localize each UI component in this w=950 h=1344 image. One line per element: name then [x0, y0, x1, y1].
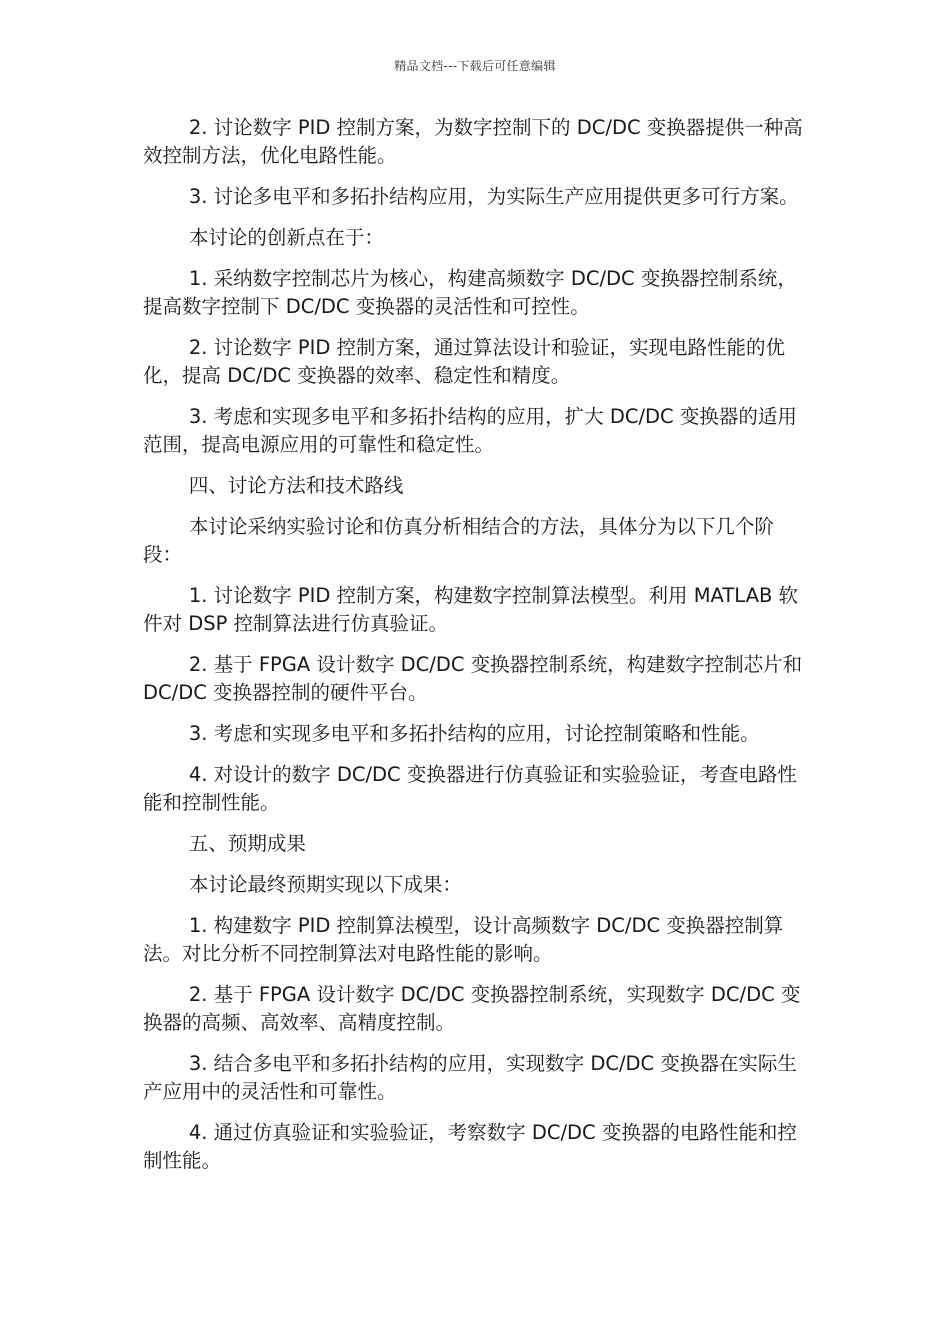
paragraph: 1. 讨论数字 PID 控制方案，构建数字控制算法模型。利用 MATLAB 软件对 DSP 控制算法进行仿真验证。 — [143, 584, 799, 635]
paragraph: 4. 通过仿真验证和实验验证，考察数字 DC/DC 变换器的电路性能和控制性能。 — [143, 1121, 797, 1172]
section-heading: 五、预期成果 — [188, 832, 306, 855]
paragraph: 1. 构建数字 PID 控制算法模型，设计高频数字 DC/DC 变换器控制算法。对比分析不同控制算法对电路性能的影响。 — [143, 914, 784, 965]
paragraph: 2. 讨论数字 PID 控制方案，通过算法设计和验证，实现电路性能的优化，提高 DC/DC 变换器的效率、稳定性和精度。 — [143, 336, 786, 387]
paragraph: 本讨论采纳实验讨论和仿真分析相结合的方法，具体分为以下几个阶段： — [143, 515, 774, 566]
paragraph: 2. 基于 FPGA 设计数字 DC/DC 变换器控制系统，构建数字控制芯片和 DC/DC 变换器控制的硬件平台。 — [143, 653, 803, 704]
paragraph: 3. 结合多电平和多拓扑结构的应用，实现数字 DC/DC 变换器在实际生产应用中的灵活性和可靠性。 — [143, 1052, 797, 1103]
section-heading: 四、讨论方法和技术路线 — [188, 474, 404, 497]
paragraph: 本讨论最终预期实现以下成果： — [188, 873, 462, 896]
paragraph: 4. 对设计的数字 DC/DC 变换器进行仿真验证和实验验证，考查电路性能和控制性能。 — [143, 763, 797, 814]
page-header: 精品文档---下载后可任意编辑 — [394, 59, 556, 73]
document-body — [143, 114, 807, 1188]
paragraph: 本讨论的创新点在于： — [188, 226, 384, 249]
paragraph: 1. 采纳数字控制芯片为核心，构建高频数字 DC/DC 变换器控制系统，提高数字控制下 DC/DC 变换器的灵活性和可控性。 — [143, 267, 797, 318]
paragraph: 3. 考虑和实现多电平和多拓扑结构的应用，扩大 DC/DC 变换器的适用范围，提高电源应用的可靠性和稳定性。 — [143, 405, 797, 456]
paragraph: 3. 讨论多电平和多拓扑结构应用，为实际生产应用提供更多可行方案。 — [188, 185, 799, 208]
paragraph: 3. 考虑和实现多电平和多拓扑结构的应用，讨论控制策略和性能。 — [188, 722, 760, 745]
paragraph: 2. 基于 FPGA 设计数字 DC/DC 变换器控制系统，实现数字 DC/DC 变换器的高频、高效率、高精度控制。 — [143, 983, 801, 1034]
paragraph: 2. 讨论数字 PID 控制方案，为数字控制下的 DC/DC 变换器提供一种高效控制方法，优化电路性能。 — [143, 116, 803, 167]
